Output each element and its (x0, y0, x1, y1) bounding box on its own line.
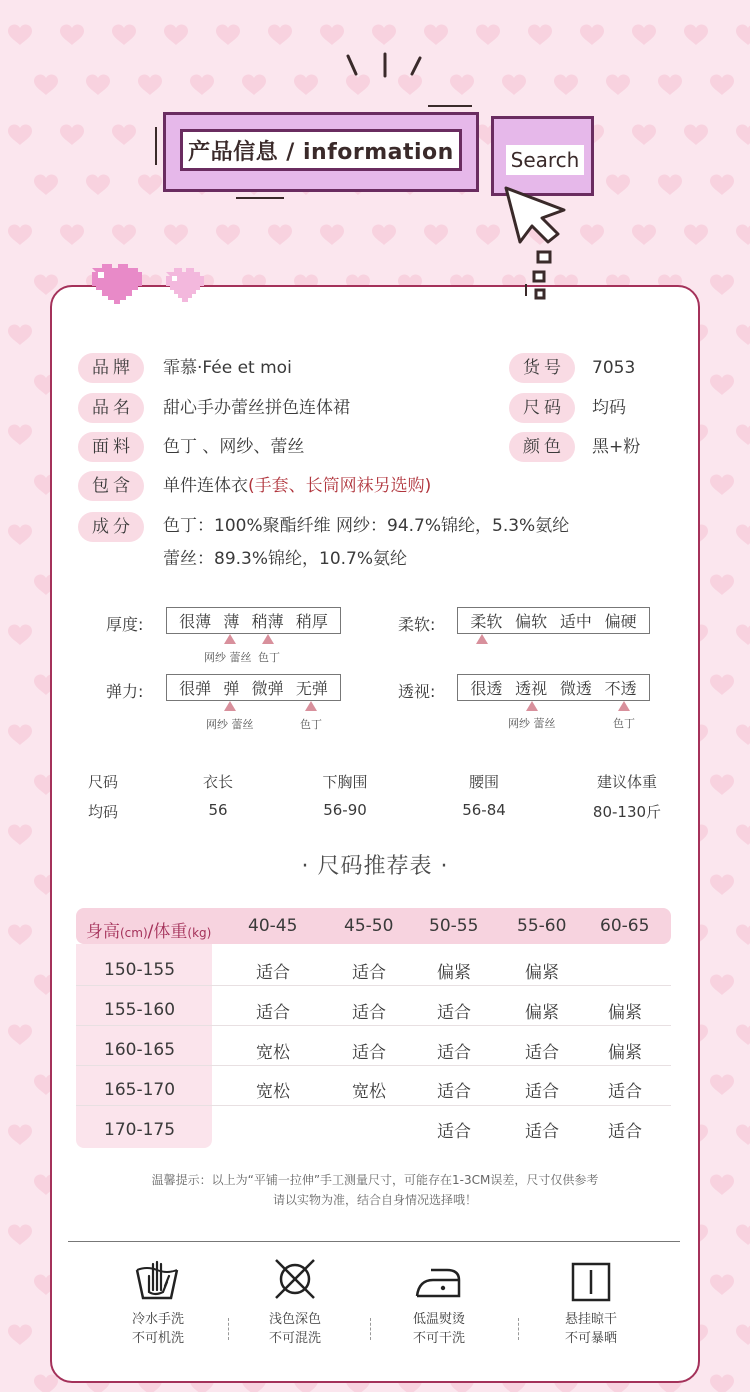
fabric-value: 色丁 、网纱、蕾丝 (163, 437, 305, 457)
fit-cell: 适合 (352, 1043, 386, 1063)
weight-column-header: 40-45 (248, 916, 298, 936)
page-title: 产品信息 / information (188, 139, 454, 165)
transparency-note: 色丁 (613, 717, 635, 730)
meas-value: 56-90 (323, 801, 367, 819)
height-cell: 170-175 (104, 1120, 176, 1140)
care-line: 浅色深色 (268, 1312, 321, 1327)
care-text-low-iron (389, 1310, 489, 1348)
fit-cell: 宽松 (352, 1082, 386, 1102)
elasticity-option: 弹 (223, 679, 240, 698)
care-text-hand-wash (108, 1310, 208, 1348)
transparency-scale (457, 674, 650, 701)
fit-cell: 偏紧 (437, 963, 471, 983)
meas-value: 56 (208, 801, 228, 819)
color-label: 颜色 (509, 432, 575, 462)
includes-value (163, 475, 431, 497)
softness-label: 柔软: (398, 615, 436, 634)
search-label: Search (506, 145, 584, 175)
softness-scale (457, 607, 650, 634)
thickness-option: 很薄 (179, 612, 212, 631)
size-label: 尺码 (509, 393, 575, 423)
height-cell: 160-165 (104, 1040, 176, 1060)
tip-line2: 请以实物为准，结合自身情况选择哦！ (272, 1193, 477, 1207)
name-value: 甜心手办蕾丝拼色连体裙 (163, 398, 350, 418)
thickness-note: 网纱 蕾丝 (204, 651, 252, 664)
size-table-title: · 尺码推荐表 · (301, 854, 449, 879)
tip-line1: 温馨提示：以上为“平铺一拉伸”手工测量尺寸，可能存在1-3CM误差，尺寸仅供参考 (151, 1173, 599, 1187)
softness-marker (476, 634, 488, 644)
care-line: 悬挂晾干 (564, 1312, 617, 1327)
meas-header: 下胸围 (322, 773, 368, 791)
size-value: 均码 (592, 398, 626, 418)
transparency-option: 透视 (515, 679, 548, 698)
meas-header: 腰围 (468, 773, 499, 791)
row-divider (76, 1025, 671, 1026)
elasticity-marker (305, 701, 317, 711)
care-line: 冷水手洗 (131, 1312, 184, 1327)
care-separator (518, 1318, 519, 1340)
fit-cell: 适合 (437, 1043, 471, 1063)
care-text-no-bleach (245, 1310, 345, 1348)
row-divider (76, 1105, 671, 1106)
elasticity-option: 很弹 (179, 679, 212, 698)
meas-header: 尺码 (87, 773, 118, 791)
item-no-label: 货号 (509, 353, 575, 383)
hand-wash-icon (133, 1256, 181, 1302)
transparency-option: 不透 (604, 679, 637, 698)
weight-column-header: 50-55 (429, 916, 479, 936)
care-separator (370, 1318, 371, 1340)
no-bleach-icon (272, 1256, 318, 1302)
brand-label: 品牌 (78, 353, 144, 383)
low-iron-icon (413, 1262, 465, 1302)
elasticity-option: 微弹 (251, 679, 284, 698)
composition-line1: 色丁：100%聚酯纤维 网纱：94.7%锦纶，5.3%氨纶 (163, 516, 570, 536)
weight-column-header: 60-65 (600, 916, 650, 936)
softness-option: 偏软 (515, 612, 548, 631)
elasticity-note: 网纱 蕾丝 (206, 718, 254, 731)
weight-column-header: 55-60 (517, 916, 567, 936)
care-line: 低温熨烫 (412, 1312, 465, 1327)
fit-cell: 适合 (608, 1122, 642, 1142)
head-sep: /体重 (147, 922, 188, 942)
includes-text: 单件连体衣 (163, 476, 248, 496)
elasticity-marker (224, 701, 236, 711)
care-line: 不可机洗 (131, 1331, 184, 1346)
fabric-label: 面料 (78, 432, 144, 462)
height-cell: 150-155 (104, 960, 176, 980)
fit-cell: 适合 (437, 1003, 471, 1023)
head-unit: (cm) (120, 926, 148, 940)
thickness-marker (262, 634, 274, 644)
care-line: 不可干洗 (412, 1331, 465, 1346)
care-separator (228, 1318, 229, 1340)
softness-option: 适中 (559, 612, 592, 631)
elasticity-note: 色丁 (300, 718, 322, 731)
care-text-hang-dry (541, 1310, 641, 1348)
row-divider (76, 1065, 671, 1066)
item-no-value: 7053 (592, 358, 636, 378)
fit-cell: 适合 (256, 1003, 290, 1023)
thickness-option: 稍厚 (295, 612, 328, 631)
meas-header: 建议体重 (596, 773, 657, 791)
brand-value: 霏慕·Fée et moi (163, 358, 292, 378)
composition-label: 成分 (78, 512, 144, 542)
softness-option: 柔软 (470, 612, 503, 631)
meas-value: 56-84 (462, 801, 506, 819)
elasticity-scale (166, 674, 341, 701)
fit-cell: 宽松 (256, 1043, 290, 1063)
transparency-option: 很透 (470, 679, 503, 698)
name-label: 品名 (78, 393, 144, 423)
thickness-scale (166, 607, 341, 634)
fit-cell: 偏紧 (608, 1003, 642, 1023)
includes-note: (手套、长筒网袜另选购) (248, 476, 432, 496)
thickness-option: 薄 (223, 612, 240, 631)
transparency-option: 微透 (559, 679, 592, 698)
hang-dry-icon (569, 1260, 613, 1304)
thickness-marker (224, 634, 236, 644)
elasticity-option: 无弹 (295, 679, 328, 698)
includes-label: 包含 (78, 471, 144, 501)
head-unit: (kg) (187, 926, 212, 940)
transparency-marker (526, 701, 538, 711)
composition-line2: 蕾丝：89.3%锦纶，10.7%氨纶 (163, 549, 408, 569)
fit-cell: 适合 (525, 1082, 559, 1102)
head-main: 身高 (86, 922, 120, 942)
fit-cell: 适合 (437, 1082, 471, 1102)
color-value: 黑+粉 (592, 437, 641, 457)
transparency-marker (618, 701, 630, 711)
care-line: 不可暴晒 (564, 1331, 617, 1346)
fit-cell: 适合 (352, 963, 386, 983)
fit-cell: 适合 (256, 963, 290, 983)
fit-cell: 适合 (352, 1003, 386, 1023)
row-divider (76, 985, 671, 986)
fit-cell: 适合 (525, 1122, 559, 1142)
height-cell: 155-160 (104, 1000, 176, 1020)
fit-cell: 偏紧 (525, 963, 559, 983)
fit-cell: 宽松 (256, 1082, 290, 1102)
transparency-note: 网纱 蕾丝 (508, 717, 556, 730)
fit-cell: 偏紧 (608, 1043, 642, 1063)
care-line: 不可混洗 (268, 1331, 321, 1346)
transparency-label: 透视: (398, 682, 436, 701)
fit-cell: 适合 (525, 1043, 559, 1063)
meas-value: 均码 (87, 803, 118, 821)
care-divider (68, 1241, 680, 1242)
fit-cell: 适合 (437, 1122, 471, 1142)
height-cell: 165-170 (104, 1080, 176, 1100)
weight-column-header: 45-50 (344, 916, 394, 936)
size-table-corner (86, 917, 211, 942)
thickness-option: 稍薄 (251, 612, 284, 631)
fit-cell: 偏紧 (525, 1003, 559, 1023)
elasticity-label: 弹力: (106, 682, 144, 701)
meas-header: 衣长 (202, 773, 233, 791)
fit-cell: 适合 (608, 1082, 642, 1102)
meas-value: 80-130斤 (592, 803, 662, 821)
thickness-note: 色丁 (258, 651, 280, 664)
softness-option: 偏硬 (604, 612, 637, 631)
thickness-label: 厚度: (106, 615, 144, 634)
